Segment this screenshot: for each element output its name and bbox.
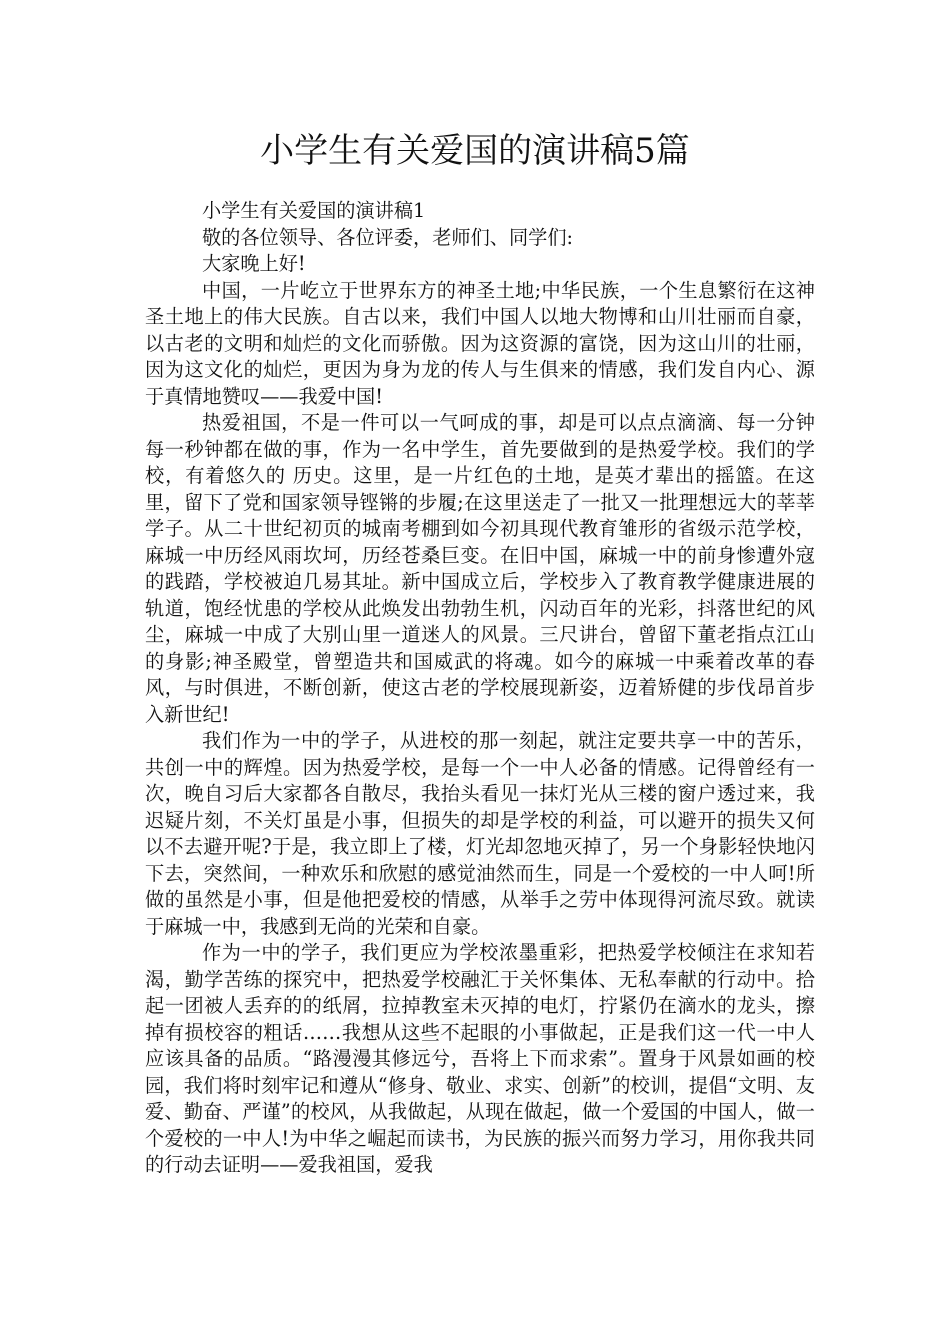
- salutation: 敬的各位领导、各位评委，老师们、同学们:: [202, 225, 574, 249]
- paragraph: 热爱祖国，不是一件可以一气呵成的事，却是可以点点滴滴、每一分钟每一秒钟都在做的事，作为一名中学生，首先要做到的是热爱学校。我们的学校，有着悠久的 历史。这里，是一片红色的土地，是英才辈出的摇篮。在这里，留下了党和国家领导铿锵的步履;在这里送走了一批又一批理想远大的莘莘学子。从二十世纪初页的城南考棚到如今初具现代教育雏形的省级示范学校，麻城一中历经风雨坎坷，历经苍桑巨变。在旧中国，麻城一中的前身惨遭外寇的践踏，学校被迫几易其址。新中国成立后，学校步入了教育教学健康进展的轨道，饱经忧患的学校从此焕发出勃勃生机，闪动百年的光彩，抖落世纪的风尘，麻城一中成了大别山里一道迷人的风景。三尺讲台，曾留下董老指点江山的身影;神圣殿堂，曾塑造共和国威武的将魂。如今的麻城一中乘着改革的春风，与时俱进，不断创新，使这古老的学校展现新姿，迈着矫健的步伐昂首步入新世纪!: [145, 411, 815, 726]
- paragraph: 作为一中的学子，我们更应为学校浓墨重彩，把热爱学校倾注在求知若渴，勤学苦练的探究中，把热爱学校融汇于关怀集体、无私奉献的行动中。拾起一团被人丢弃的的纸屑，拉掉教室未灭掉的电灯，拧紧仍在滴水的龙头，擦掉有损校容的粗话……我想从这些不起眼的小事做起，正是我们这一代一中人应该具备的品质。“路漫漫其修远兮，吾将上下而求索”。置身于风景如画的校园，我们将时刻牢记和遵从“修身、敬业、求实、创新”的校训，提倡“文明、友爱、勤奋、严谨”的校风，从我做起，从现在做起，做一个爱国的中国人，做一个爱校的一中人!为中华之崛起而读书，为民族的振兴而努力学习，用你我共同的行动去证明——爱我祖国，爱我: [145, 941, 815, 1176]
- document-title: 小学生有关爱国的演讲稿5篇: [260, 131, 690, 171]
- paragraph: 中国，一片屹立于世界东方的神圣土地;中华民族，一个生息繁衍在这神圣土地上的伟大民族。自古以来，我们中国人以地大物博和山川壮丽而自豪，以古老的文明和灿烂的文化而骄傲。因为这资源的富饶，因为这山川的壮丽，因为这文化的灿烂，更因为身为龙的传人与生俱来的情感，我们发自内心、源于真情地赞叹——我爱中国!: [145, 278, 815, 408]
- speech-heading: 小学生有关爱国的演讲稿1: [202, 199, 426, 222]
- greeting: 大家晚上好!: [202, 252, 306, 275]
- paragraph: 我们作为一中的学子，从进校的那一刻起，就注定要共享一中的苦乐，共创一中的辉煌。因为热爱学校，是每一个一中人必备的情感。记得曾经有一次，晚自习后大家都各自散尽，我抬头看见一抹灯光从三楼的窗户透过来，我迟疑片刻，不关灯虽是小事，但损失的却是学校的利益，可以避开的损失又何以不去避开呢?于是，我立即上了楼，灯光却忽地灭掉了，另一个身影轻快地闪下去，突然间，一种欢乐和欣慰的感觉油然而生，同是一个爱校的一中人呵!所做的虽然是小事，但是他把爱校的情感，从举手之劳中体现得河流尽致。就读于麻城一中，我感到无尚的光荣和自豪。: [145, 729, 815, 938]
- document-body: [145, 198, 815, 1179]
